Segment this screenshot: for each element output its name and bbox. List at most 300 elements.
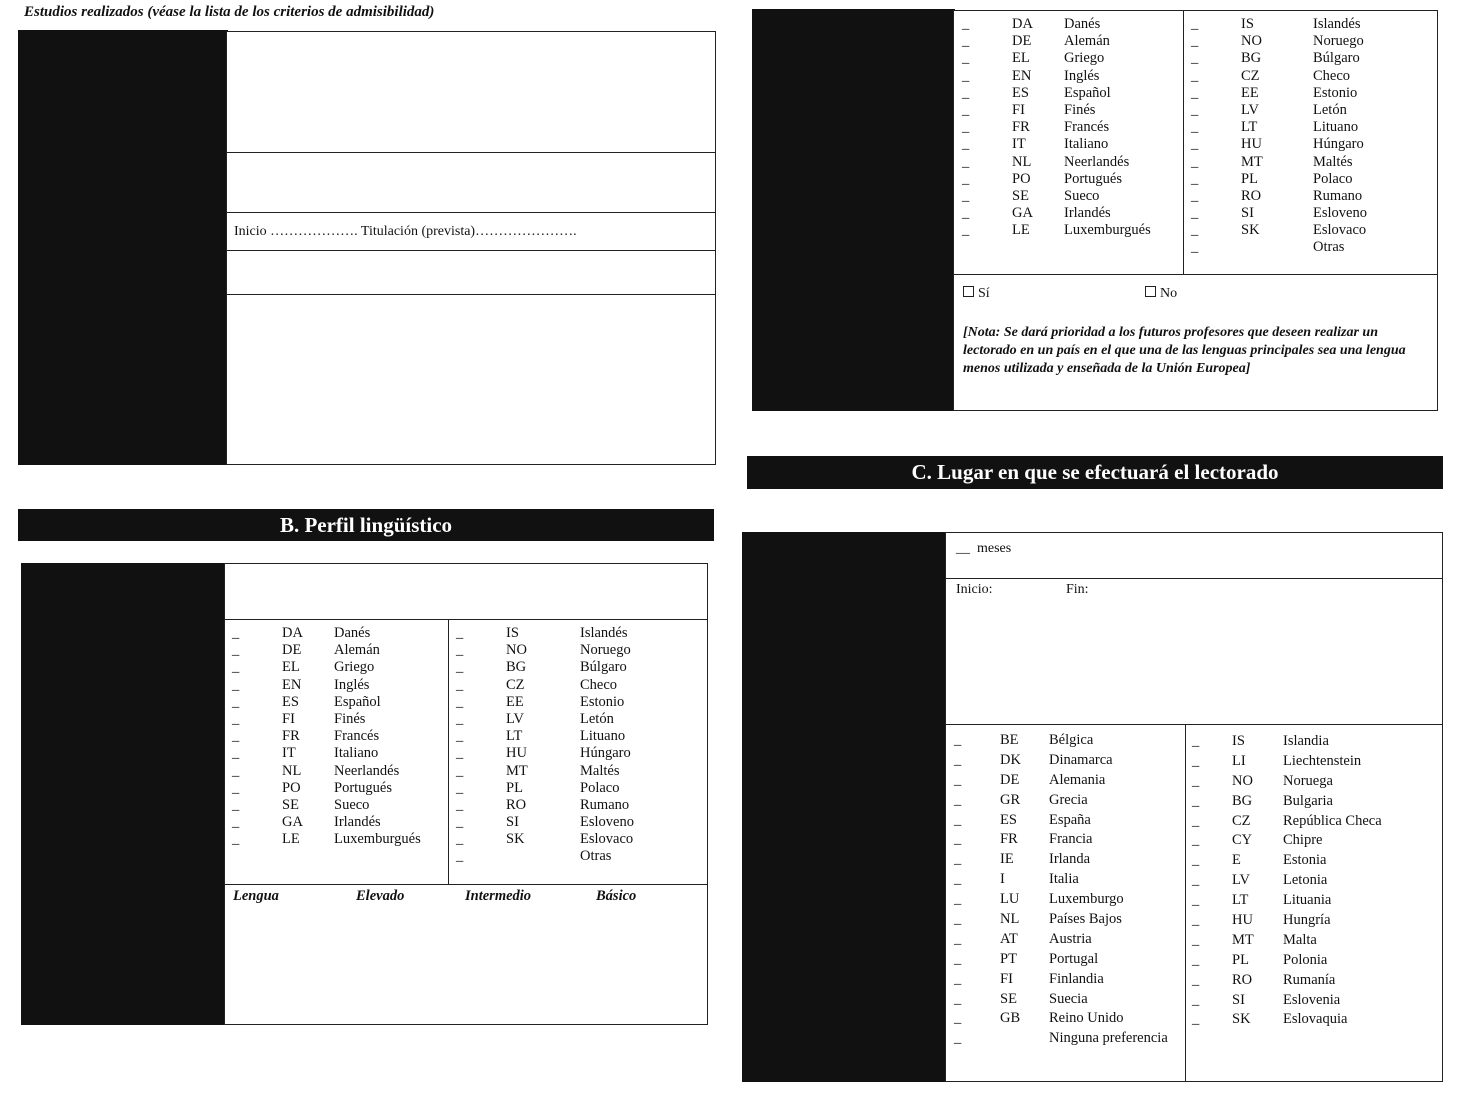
option-row[interactable]: [962, 85, 1177, 102]
option-name: Reino Unido: [1049, 1010, 1124, 1027]
tick-blank[interactable]: _: [962, 84, 970, 101]
tick-blank[interactable]: _: [954, 851, 962, 868]
yes-label: Sí: [978, 286, 990, 301]
section-b-title: B. Perfil lingüístico: [18, 509, 714, 541]
option-name: Maltés: [580, 762, 620, 779]
option-row[interactable]: [456, 814, 701, 831]
option-code: DE: [1012, 33, 1032, 50]
option-row[interactable]: [962, 171, 1177, 188]
option-row[interactable]: [962, 119, 1177, 136]
option-row[interactable]: [1192, 891, 1438, 911]
option-code: PL: [1241, 170, 1258, 187]
option-code: LT: [506, 728, 523, 745]
no-option[interactable]: [1145, 286, 1177, 302]
tick-blank[interactable]: _: [962, 101, 970, 118]
tick-blank[interactable]: _: [1191, 50, 1199, 67]
option-name: Italia: [1049, 871, 1079, 888]
option-code: LI: [1232, 752, 1246, 769]
divider: [953, 274, 1438, 275]
option-row[interactable]: [232, 711, 442, 728]
tick-blank[interactable]: _: [1192, 832, 1200, 849]
option-name: Letón: [580, 710, 614, 727]
tick-blank[interactable]: _: [962, 170, 970, 187]
option-row[interactable]: [962, 68, 1177, 85]
option-name: Húngaro: [1313, 136, 1364, 153]
option-name: Sueco: [334, 796, 370, 813]
option-code: NO: [1232, 772, 1253, 789]
language-list-top-2: [1191, 16, 1431, 257]
tick-blank[interactable]: _: [456, 779, 464, 796]
tick-blank[interactable]: _: [1192, 752, 1200, 769]
tick-blank[interactable]: _: [1191, 239, 1199, 256]
option-code: GR: [1000, 791, 1021, 808]
option-name: Finés: [1064, 101, 1096, 118]
option-row[interactable]: [962, 50, 1177, 67]
option-code: IS: [506, 625, 519, 641]
option-name: Bélgica: [1049, 732, 1094, 748]
tick-blank[interactable]: _: [232, 642, 240, 659]
option-name: Esloveno: [1313, 205, 1367, 222]
level-header-high: Elevado: [356, 888, 405, 904]
option-code: BG: [506, 659, 527, 676]
divider: [1185, 724, 1186, 1082]
option-name: Danés: [1064, 16, 1101, 32]
tick-blank[interactable]: _: [1192, 971, 1200, 988]
option-row[interactable]: [1191, 205, 1431, 222]
option-row[interactable]: [1191, 102, 1431, 119]
option-name: Eslovaco: [580, 831, 634, 848]
option-row[interactable]: [962, 102, 1177, 119]
option-name: Polaco: [580, 779, 620, 796]
option-code: IE: [1000, 851, 1014, 868]
tick-blank[interactable]: _: [1191, 16, 1199, 32]
option-code: ES: [1012, 84, 1029, 101]
tick-blank[interactable]: _: [1191, 101, 1199, 118]
option-name: Estonia: [1283, 852, 1327, 869]
tick-blank[interactable]: _: [456, 676, 464, 693]
tick-blank[interactable]: _: [1192, 1011, 1200, 1028]
tick-blank[interactable]: _: [232, 693, 240, 710]
option-code: LV: [506, 710, 524, 727]
option-row[interactable]: [456, 659, 701, 676]
option-row[interactable]: [456, 694, 701, 711]
option-name: Esloveno: [580, 814, 634, 831]
tick-blank[interactable]: _: [456, 693, 464, 710]
option-row[interactable]: [954, 950, 1182, 970]
option-code: GB: [1000, 1010, 1021, 1027]
option-name: Noruego: [580, 642, 631, 659]
option-name: Español: [334, 693, 381, 710]
option-name: Checo: [580, 676, 618, 693]
tick-blank[interactable]: _: [232, 728, 240, 745]
option-row[interactable]: [962, 205, 1177, 222]
option-name: Inglés: [1064, 67, 1100, 84]
option-row[interactable]: [954, 990, 1182, 1010]
option-row[interactable]: [456, 745, 701, 762]
option-code: NL: [1000, 911, 1020, 928]
tick-blank[interactable]: _: [1191, 67, 1199, 84]
option-name: Sueco: [1064, 187, 1100, 204]
tick-blank[interactable]: _: [456, 625, 464, 641]
label-column-studies: [18, 30, 228, 465]
option-row[interactable]: [456, 677, 701, 694]
tick-blank[interactable]: _: [962, 33, 970, 50]
tick-blank[interactable]: _: [1192, 792, 1200, 809]
option-code: LE: [1012, 222, 1030, 239]
country-list-2: [1192, 732, 1438, 1030]
option-row[interactable]: [962, 33, 1177, 50]
study-start-line[interactable]: Inicio ………………. Titulación (prevista)………………….: [234, 224, 577, 239]
tick-blank[interactable]: _: [962, 136, 970, 153]
option-name: Francia: [1049, 831, 1093, 848]
option-row[interactable]: [1192, 772, 1438, 792]
option-name: Liechtenstein: [1283, 752, 1362, 769]
option-row[interactable]: [456, 711, 701, 728]
option-name: Noruego: [1313, 33, 1364, 50]
tick-blank[interactable]: _: [1192, 912, 1200, 929]
option-row[interactable]: [232, 814, 442, 831]
option-row[interactable]: [954, 811, 1182, 831]
divider: [226, 212, 716, 213]
option-name: Rumanía: [1283, 971, 1336, 988]
option-code: EE: [506, 693, 524, 710]
tick-blank[interactable]: _: [954, 911, 962, 928]
option-row[interactable]: [1191, 154, 1431, 171]
tick-blank[interactable]: _: [232, 745, 240, 762]
months-label: meses: [977, 541, 1012, 556]
option-name: Checo: [1313, 67, 1351, 84]
option-row[interactable]: [232, 659, 442, 676]
divider: [224, 884, 708, 885]
option-row[interactable]: [456, 763, 701, 780]
option-code: RO: [1241, 187, 1262, 204]
option-code: HU: [1241, 136, 1262, 153]
option-row[interactable]: [232, 625, 442, 642]
option-code: FI: [1012, 101, 1025, 118]
option-row[interactable]: [1191, 188, 1431, 205]
option-code: SI: [506, 814, 519, 831]
option-code: PT: [1000, 950, 1017, 967]
label-column-location: [742, 532, 947, 1082]
tick-blank[interactable]: _: [232, 796, 240, 813]
option-row[interactable]: [1192, 971, 1438, 991]
level-header-basic: Básico: [596, 888, 637, 904]
tick-blank[interactable]: _: [1191, 136, 1199, 153]
option-code: LT: [1241, 119, 1258, 136]
tick-blank[interactable]: _: [962, 205, 970, 222]
option-row[interactable]: [1192, 812, 1438, 832]
option-code: DK: [1000, 751, 1021, 768]
option-row[interactable]: [456, 780, 701, 797]
option-row[interactable]: [954, 850, 1182, 870]
option-name: Alemán: [334, 642, 380, 659]
tick-blank[interactable]: _: [232, 676, 240, 693]
tick-blank[interactable]: _: [1192, 872, 1200, 889]
yes-option[interactable]: [963, 286, 990, 302]
option-name: Neerlandés: [334, 762, 400, 779]
option-row[interactable]: [1192, 752, 1438, 772]
tick-blank[interactable]: _: [954, 751, 962, 768]
option-row[interactable]: [954, 791, 1182, 811]
tick-blank[interactable]: _: [1191, 119, 1199, 136]
tick-blank[interactable]: _: [456, 659, 464, 676]
option-row[interactable]: [1192, 732, 1438, 752]
option-row[interactable]: [232, 780, 442, 797]
tick-blank[interactable]: _: [962, 153, 970, 170]
option-code: EN: [282, 676, 302, 693]
tick-blank[interactable]: _: [954, 811, 962, 828]
tick-blank[interactable]: _: [962, 222, 970, 239]
tick-blank[interactable]: _: [1191, 84, 1199, 101]
label-column-preferred-languages: [752, 9, 955, 411]
option-name: Francés: [1064, 119, 1110, 136]
tick-blank[interactable]: _: [954, 1010, 962, 1027]
option-name: Lituania: [1283, 892, 1332, 909]
option-name: República Checa: [1283, 812, 1382, 829]
tick-blank[interactable]: _: [456, 728, 464, 745]
option-row[interactable]: [1191, 85, 1431, 102]
option-name: Austria: [1049, 930, 1092, 947]
option-code: SK: [1241, 222, 1260, 239]
option-row[interactable]: [232, 677, 442, 694]
tick-blank[interactable]: _: [1192, 852, 1200, 869]
option-code: EN: [1012, 67, 1032, 84]
tick-blank[interactable]: _: [1191, 222, 1199, 239]
option-row[interactable]: [954, 731, 1182, 751]
tick-blank[interactable]: _: [1192, 733, 1200, 749]
option-name: Lituano: [580, 728, 626, 745]
tick-blank[interactable]: _: [954, 1030, 962, 1047]
option-code: AT: [1000, 930, 1018, 947]
tick-blank[interactable]: _: [962, 187, 970, 204]
option-row[interactable]: [232, 797, 442, 814]
option-row[interactable]: [954, 930, 1182, 950]
tick-blank[interactable]: _: [1191, 33, 1199, 50]
option-row[interactable]: [1191, 222, 1431, 239]
option-code: NL: [282, 762, 302, 779]
option-name: Noruega: [1283, 772, 1333, 789]
studies-form-box[interactable]: [226, 31, 716, 465]
option-row[interactable]: [456, 728, 701, 745]
tick-blank[interactable]: _: [232, 762, 240, 779]
option-code: EL: [282, 659, 300, 676]
option-code: SE: [282, 796, 299, 813]
tick-blank[interactable]: _: [456, 796, 464, 813]
tick-blank[interactable]: _: [954, 831, 962, 848]
option-row[interactable]: [456, 831, 701, 848]
option-code: EL: [1012, 50, 1030, 67]
option-code: ES: [282, 693, 299, 710]
tick-blank[interactable]: _: [954, 771, 962, 788]
tick-blank[interactable]: _: [954, 970, 962, 987]
tick-blank[interactable]: _: [1191, 187, 1199, 204]
tick-blank[interactable]: _: [954, 950, 962, 967]
months-field[interactable]: __ meses: [956, 541, 1012, 556]
option-name: España: [1049, 811, 1091, 828]
option-row[interactable]: [954, 1009, 1182, 1029]
option-row[interactable]: [456, 797, 701, 814]
tick-blank[interactable]: _: [232, 831, 240, 848]
option-code: NO: [506, 642, 527, 659]
option-code: EE: [1241, 84, 1259, 101]
tick-blank[interactable]: _: [1192, 951, 1200, 968]
option-row[interactable]: [1192, 911, 1438, 931]
option-row[interactable]: [1191, 50, 1431, 67]
option-name: Islandés: [1313, 16, 1361, 32]
option-row[interactable]: [1191, 136, 1431, 153]
option-row[interactable]: [1192, 851, 1438, 871]
option-row[interactable]: [1191, 239, 1431, 256]
option-row[interactable]: [1192, 871, 1438, 891]
tick-blank[interactable]: _: [456, 762, 464, 779]
option-name: Islandia: [1283, 733, 1329, 749]
tick-blank[interactable]: _: [954, 871, 962, 888]
option-row[interactable]: [962, 16, 1177, 33]
option-row[interactable]: [232, 831, 442, 848]
option-code: DE: [1000, 771, 1020, 788]
option-row[interactable]: [954, 870, 1182, 890]
tick-blank[interactable]: _: [456, 745, 464, 762]
option-code: SI: [1232, 991, 1245, 1008]
option-row[interactable]: [954, 830, 1182, 850]
tick-blank[interactable]: _: [1192, 931, 1200, 948]
option-row[interactable]: [954, 910, 1182, 930]
option-code: I: [1000, 871, 1005, 888]
tick-blank[interactable]: _: [954, 791, 962, 808]
option-row[interactable]: [954, 970, 1182, 990]
tick-blank[interactable]: _: [954, 891, 962, 908]
option-name: Eslovenia: [1283, 991, 1341, 1008]
option-row[interactable]: [456, 625, 701, 642]
option-name: Italiano: [334, 745, 379, 762]
option-row[interactable]: [954, 751, 1182, 771]
tick-blank[interactable]: _: [1191, 153, 1199, 170]
option-row[interactable]: [1192, 951, 1438, 971]
tick-blank[interactable]: _: [954, 732, 962, 748]
option-row[interactable]: [962, 188, 1177, 205]
option-code: DE: [282, 642, 302, 659]
option-row[interactable]: [456, 642, 701, 659]
option-name: Italiano: [1064, 136, 1109, 153]
tick-blank[interactable]: _: [962, 50, 970, 67]
option-code: SE: [1012, 187, 1029, 204]
option-row[interactable]: [962, 136, 1177, 153]
yes-checkbox[interactable]: [963, 286, 974, 297]
no-checkbox[interactable]: [1145, 286, 1156, 297]
option-name: Finlandia: [1049, 970, 1104, 987]
option-row[interactable]: [1191, 68, 1431, 85]
option-code: CZ: [1232, 812, 1251, 829]
tick-blank[interactable]: _: [456, 814, 464, 831]
option-code: FI: [1000, 970, 1013, 987]
option-code: MT: [1232, 931, 1254, 948]
option-row[interactable]: [954, 1029, 1182, 1049]
tick-blank[interactable]: _: [232, 779, 240, 796]
divider: [226, 152, 716, 153]
option-name: Alemania: [1049, 771, 1106, 788]
option-code: LE: [282, 831, 300, 848]
option-name: Portugués: [1064, 170, 1122, 187]
divider: [226, 250, 716, 251]
tick-blank[interactable]: _: [1191, 170, 1199, 187]
tick-blank[interactable]: _: [1192, 892, 1200, 909]
tick-blank[interactable]: _: [1192, 772, 1200, 789]
option-code: HU: [506, 745, 527, 762]
option-row[interactable]: [954, 771, 1182, 791]
tick-blank[interactable]: _: [232, 814, 240, 831]
tick-blank[interactable]: _: [962, 119, 970, 136]
option-row[interactable]: [1192, 991, 1438, 1011]
option-row[interactable]: [232, 763, 442, 780]
language-list-top-1: [962, 16, 1177, 239]
tick-blank[interactable]: _: [1192, 991, 1200, 1008]
option-row[interactable]: [962, 222, 1177, 239]
option-name: Ninguna preferencia: [1049, 1030, 1168, 1047]
option-row[interactable]: [1192, 792, 1438, 812]
tick-blank[interactable]: _: [456, 848, 464, 865]
option-code: PO: [1012, 170, 1031, 187]
priority-note: [Nota: Se dará prioridad a los futuros profesores que deseen realizar un lectorado en un país en el que una de las lenguas principales sea una lengua menos utilizada y enseñada de la Unión Europea]: [963, 325, 1406, 376]
option-code: FI: [282, 710, 295, 727]
tick-blank[interactable]: _: [232, 710, 240, 727]
tick-blank[interactable]: _: [456, 831, 464, 848]
option-name: Maltés: [1313, 153, 1353, 170]
tick-blank[interactable]: _: [1192, 812, 1200, 829]
option-name: Griego: [1064, 50, 1105, 67]
option-row[interactable]: [954, 890, 1182, 910]
tick-blank[interactable]: _: [962, 67, 970, 84]
tick-blank[interactable]: _: [456, 710, 464, 727]
option-name: Búlgaro: [1313, 50, 1360, 67]
option-row[interactable]: [962, 154, 1177, 171]
option-name: Portugal: [1049, 950, 1099, 967]
option-name: Inglés: [334, 676, 370, 693]
label-column-languages: [21, 563, 226, 1025]
no-label: No: [1160, 286, 1178, 301]
option-row[interactable]: [232, 642, 442, 659]
section-c-title: C. Lugar en que se efectuará el lectorado: [747, 456, 1443, 489]
option-row[interactable]: [232, 694, 442, 711]
option-row[interactable]: [232, 728, 442, 745]
option-row[interactable]: [1191, 16, 1431, 33]
option-code: MT: [1241, 153, 1263, 170]
option-name: Español: [1064, 84, 1111, 101]
tick-blank[interactable]: _: [954, 930, 962, 947]
tick-blank[interactable]: _: [456, 642, 464, 659]
tick-blank[interactable]: _: [962, 16, 970, 32]
language-list-b-1: [232, 625, 442, 848]
option-row[interactable]: [1191, 119, 1431, 136]
option-row[interactable]: [1192, 1010, 1438, 1030]
option-code: HU: [1232, 912, 1253, 929]
option-row[interactable]: [1191, 33, 1431, 50]
option-row[interactable]: [1192, 831, 1438, 851]
option-name: Irlanda: [1049, 851, 1091, 868]
option-code: SK: [506, 831, 525, 848]
option-code: LU: [1000, 891, 1020, 908]
option-name: Neerlandés: [1064, 153, 1130, 170]
tick-blank[interactable]: _: [1191, 205, 1199, 222]
option-code: IS: [1232, 733, 1245, 749]
option-row[interactable]: [1191, 171, 1431, 188]
tick-blank[interactable]: _: [954, 990, 962, 1007]
option-row[interactable]: [1192, 931, 1438, 951]
option-row[interactable]: [456, 848, 701, 865]
tick-blank[interactable]: _: [232, 625, 240, 641]
tick-blank[interactable]: _: [232, 659, 240, 676]
option-row[interactable]: [232, 745, 442, 762]
divider: [1183, 10, 1184, 274]
